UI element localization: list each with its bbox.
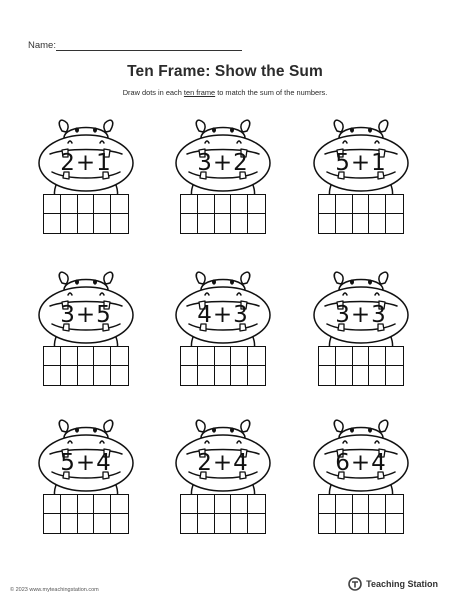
ten-frame[interactable] (43, 494, 129, 534)
ten-frame-cell[interactable] (198, 366, 215, 385)
ten-frame-cell[interactable] (336, 514, 353, 533)
problem-card-2 (163, 112, 283, 252)
ten-frame-cell[interactable] (215, 514, 232, 533)
ten-frame[interactable] (180, 194, 266, 234)
ten-frame-cell[interactable] (181, 214, 198, 233)
problem-card-8 (163, 412, 283, 552)
ten-frame-cell[interactable] (386, 514, 403, 533)
ten-frame-cell[interactable] (111, 214, 128, 233)
ten-frame-cell[interactable] (248, 195, 265, 214)
ten-frame[interactable] (180, 346, 266, 386)
ten-frame-cell[interactable] (248, 366, 265, 385)
ten-frame[interactable] (43, 346, 129, 386)
ten-frame-cell[interactable] (44, 195, 61, 214)
problem-card-1 (26, 112, 146, 252)
ten-frame-cell[interactable] (181, 195, 198, 214)
ten-frame-cell[interactable] (336, 195, 353, 214)
ten-frame-cell[interactable] (61, 366, 78, 385)
sum-expression: 5+1 (335, 150, 387, 176)
ten-frame-cell[interactable] (215, 347, 232, 366)
ten-frame-cell[interactable] (61, 514, 78, 533)
ten-frame-cell[interactable] (94, 195, 111, 214)
problem-card-4 (26, 264, 146, 404)
ten-frame-cell[interactable] (44, 366, 61, 385)
ten-frame-cell[interactable] (231, 347, 248, 366)
sum-expression: 3+2 (197, 150, 249, 176)
ten-frame-cell[interactable] (111, 495, 128, 514)
ten-frame-cell[interactable] (181, 347, 198, 366)
ten-frame-cell[interactable] (353, 347, 370, 366)
sum-expression: 5+4 (60, 450, 112, 476)
ten-frame-cell[interactable] (198, 514, 215, 533)
ten-frame-cell[interactable] (215, 366, 232, 385)
ten-frame-cell[interactable] (78, 495, 95, 514)
ten-frame-cell[interactable] (44, 514, 61, 533)
sum-expression: 6+4 (335, 450, 387, 476)
name-line (56, 50, 242, 51)
ten-frame-cell[interactable] (198, 195, 215, 214)
ten-frame-cell[interactable] (215, 214, 232, 233)
ten-frame-cell[interactable] (78, 214, 95, 233)
copyright-text: © 2023 www.myteachingstation.com (10, 587, 99, 593)
ten-frame-cell[interactable] (369, 495, 386, 514)
sum-expression: 2+1 (60, 150, 112, 176)
problem-card-5 (163, 264, 283, 404)
ten-frame-cell[interactable] (386, 214, 403, 233)
ten-frame-cell[interactable] (78, 514, 95, 533)
ten-frame-cell[interactable] (198, 347, 215, 366)
instructions-post: to match the sum of the numbers. (215, 88, 328, 97)
ten-frame-cell[interactable] (336, 495, 353, 514)
ten-frame-cell[interactable] (94, 514, 111, 533)
sum-expression: 2+4 (197, 450, 249, 476)
ten-frame-cell[interactable] (386, 347, 403, 366)
ten-frame-cell[interactable] (181, 366, 198, 385)
instructions-pre: Draw dots in each (122, 88, 184, 97)
problem-card-6 (301, 264, 421, 404)
ten-frame-cell[interactable] (319, 214, 336, 233)
name-label: Name: (28, 40, 56, 51)
ten-frame-cell[interactable] (336, 214, 353, 233)
ten-frame-cell[interactable] (248, 495, 265, 514)
ten-frame-cell[interactable] (111, 514, 128, 533)
ten-frame-cell[interactable] (319, 495, 336, 514)
ten-frame-cell[interactable] (61, 195, 78, 214)
ten-frame-cell[interactable] (336, 366, 353, 385)
ten-frame-cell[interactable] (369, 514, 386, 533)
ten-frame-cell[interactable] (386, 366, 403, 385)
ten-frame-cell[interactable] (61, 347, 78, 366)
instructions (0, 88, 450, 97)
ten-frame-cell[interactable] (369, 366, 386, 385)
ten-frame-cell[interactable] (215, 195, 232, 214)
ten-frame-cell[interactable] (353, 514, 370, 533)
ten-frame-cell[interactable] (111, 366, 128, 385)
problem-card-9 (301, 412, 421, 552)
ten-frame[interactable] (180, 494, 266, 534)
ten-frame[interactable] (318, 494, 404, 534)
problem-card-3 (301, 112, 421, 252)
ten-frame-cell[interactable] (78, 366, 95, 385)
ten-frame-cell[interactable] (369, 214, 386, 233)
ten-frame-cell[interactable] (319, 366, 336, 385)
problem-card-7 (26, 412, 146, 552)
worksheet-title: Ten Frame: Show the Sum (127, 63, 323, 80)
ten-frame-cell[interactable] (111, 347, 128, 366)
ten-frame-cell[interactable] (61, 495, 78, 514)
ten-frame-cell[interactable] (94, 366, 111, 385)
ten-frame-cell[interactable] (231, 366, 248, 385)
ten-frame-cell[interactable] (386, 495, 403, 514)
ten-frame-cell[interactable] (94, 214, 111, 233)
ten-frame-cell[interactable] (248, 214, 265, 233)
ten-frame[interactable] (318, 194, 404, 234)
ten-frame-cell[interactable] (61, 214, 78, 233)
ten-frame-cell[interactable] (336, 347, 353, 366)
ten-frame-cell[interactable] (353, 195, 370, 214)
ten-frame-cell[interactable] (78, 195, 95, 214)
teaching-station-logo-icon (348, 577, 362, 591)
instructions-ten-frame-term: ten frame (183, 88, 216, 97)
ten-frame-cell[interactable] (353, 214, 370, 233)
ten-frame-cell[interactable] (353, 366, 370, 385)
ten-frame-cell[interactable] (215, 495, 232, 514)
ten-frame-cell[interactable] (248, 347, 265, 366)
ten-frame[interactable] (43, 194, 129, 234)
ten-frame-cell[interactable] (319, 514, 336, 533)
ten-frame-cell[interactable] (386, 195, 403, 214)
ten-frame-cell[interactable] (231, 495, 248, 514)
ten-frame-cell[interactable] (44, 495, 61, 514)
ten-frame-cell[interactable] (198, 214, 215, 233)
ten-frame-cell[interactable] (44, 347, 61, 366)
ten-frame-cell[interactable] (353, 495, 370, 514)
ten-frame-cell[interactable] (94, 495, 111, 514)
ten-frame-cell[interactable] (231, 514, 248, 533)
sum-expression: 3+3 (335, 302, 387, 328)
brand-name: Teaching Station (366, 579, 438, 589)
ten-frame-cell[interactable] (319, 347, 336, 366)
ten-frame-cell[interactable] (181, 514, 198, 533)
ten-frame[interactable] (318, 346, 404, 386)
ten-frame-cell[interactable] (248, 514, 265, 533)
ten-frame-cell[interactable] (369, 195, 386, 214)
ten-frame-cell[interactable] (94, 347, 111, 366)
ten-frame-cell[interactable] (319, 195, 336, 214)
brand (348, 577, 438, 591)
sum-expression: 3+5 (60, 302, 112, 328)
ten-frame-cell[interactable] (231, 195, 248, 214)
ten-frame-cell[interactable] (198, 495, 215, 514)
ten-frame-cell[interactable] (369, 347, 386, 366)
ten-frame-cell[interactable] (111, 195, 128, 214)
ten-frame-cell[interactable] (231, 214, 248, 233)
ten-frame-cell[interactable] (78, 347, 95, 366)
sum-expression: 4+3 (197, 302, 249, 328)
ten-frame-cell[interactable] (181, 495, 198, 514)
ten-frame-cell[interactable] (44, 214, 61, 233)
